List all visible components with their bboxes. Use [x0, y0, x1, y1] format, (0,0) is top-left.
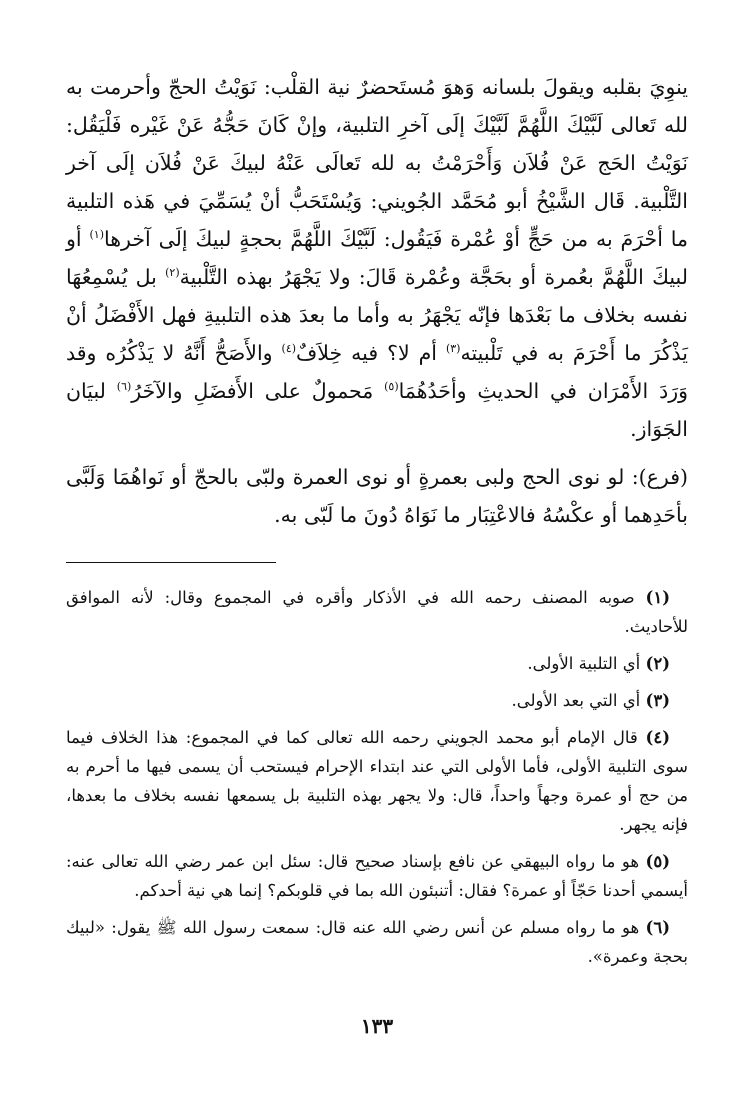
footnote-number: (٢)	[645, 654, 670, 673]
footnotes	[66, 583, 688, 971]
footnote-ref-6[interactable]: (٦)	[116, 380, 132, 394]
paragraph-1-text-e: والأَصَحُّ أَنَّهُ لا يَذْكُرُه وقد وَرَدَ الأَمْرَان في الحديثِ وأحَدُهُمَا	[66, 341, 689, 403]
paragraph-1-text-b: أو لبيكَ اللَّهُمَّ بعُمرة أو بحَجَّة وعُمْرة قَالَ: ولا يَجْهَرُ بهذه التَّلْبية	[66, 227, 688, 289]
book-page	[66, 68, 688, 1088]
footnote-number: (٦)	[645, 918, 670, 937]
paragraph-1-text-d: أم لا؟ فيه خِلاَفٌ	[296, 341, 446, 365]
footnote-number: (١)	[645, 588, 670, 607]
footnote-number: (٤)	[645, 728, 670, 747]
footnote-5	[66, 847, 688, 905]
footnote-6	[66, 913, 688, 971]
footnote-ref-2[interactable]: (٢)	[165, 266, 180, 280]
main-text	[66, 68, 688, 534]
footnote-ref-3[interactable]: (٣)	[445, 342, 461, 356]
footnote-text: هو ما رواه البيهقي عن نافع بإسناد صحيح قال: سئل ابن عمر رضي الله تعالى عنه: أيسمي أحدنا حَجّاً أو عمرة؟ فقال: أتنبئون الله بما في قلوبكم؟ إنما هي نية أحدكم.	[66, 852, 688, 900]
paragraph-2: (فرع): لو نوى الحج ولبى بعمرةٍ أو نوى العمرة ولبّى بالحجّ أو نَواهُمَا وَلَبَّى بأحَدِهما أو عكْسُهُ فالاعْتِبَار ما نَوَاهُ دُونَ ما لَبّى به.	[66, 465, 688, 527]
footnote-text: صوبه المصنف رحمه الله في الأذكار وأقره في المجموع وقال: لأنه الموافق للأحاديث.	[66, 588, 688, 636]
paragraph-1-text-g: لبيَان الجَوَاز.	[66, 379, 688, 441]
footnote-ref-5[interactable]: (٥)	[384, 380, 399, 394]
paragraph-1	[66, 68, 688, 448]
footnote-2	[66, 649, 688, 678]
footnote-3	[66, 686, 688, 715]
footnote-4	[66, 723, 688, 839]
footnote-1	[66, 583, 688, 641]
footnote-text: هو ما رواه مسلم عن أنس رضي الله عنه قال: سمعت رسول الله ﷺ يقول: «لبيك بحجة وعمرة».	[66, 918, 688, 966]
footnote-separator-wrap	[66, 562, 688, 563]
footnote-text: قال الإمام أبو محمد الجويني رحمه الله تعالى كما في المجموع: هذا الخلاف فيما سوى التلبية الأولى، فأما الأولى التي عند ابتداء الإحرام فيستحب أن يسمى فيها ما أحرم به من حج أو عمرة وجهاً واحداً، قال: ولا يجهر بهذه التلبية بل يسمعها نفسه بخلاف ما بعدها، فإنه يجهر.	[66, 728, 688, 834]
footnote-ref-1[interactable]: (١)	[89, 228, 104, 242]
footnote-separator	[66, 562, 276, 563]
paragraph-1-text-a: ينوِيَ بقلبه ويقولَ بلسانه وَهوَ مُستَحضرٌ نية القلْب: نَوَيْتُ الحجّ وأحرمت به لله تَعالى لَبَّيْكَ اللَّهُمَّ لَبَّيْكَ إلَى آخرِ التلبية، وإنْ كَانَ حَجُّهُ عَنْ غَيْره فَلْيَقُل: نَوَيْتُ الحَج عَنْ فُلاَن وَأَحْرَمْتُ به لله تَعالَى عَنْهُ لبيكَ عَنْ فُلاَن إلَى آخر التَّلْبية. قَال الشَّيْخُ أبو مُحَمَّد الجُويني: وَيُسْتَحَبُّ أنْ يُسَمِّيَ في هَذه التلبية ما أحْرَمَ به من حَجٍّ أوْ عُمْرة فَيَقُول: لَبَّيْكَ اللَّهُمَّ بحجةٍ لبيكَ إلَى آخرها	[66, 75, 688, 251]
page-number: ١٣٣	[360, 1014, 394, 1038]
footnote-number: (٣)	[645, 691, 670, 710]
footnote-ref-4[interactable]: (٤)	[281, 342, 297, 356]
paragraph-1-text-f: مَحمولٌ على الأَفضَلِ والآخَرُ	[131, 379, 385, 403]
footnote-number: (٥)	[645, 852, 670, 871]
footnote-text: أي التلبية الأولى.	[527, 654, 641, 673]
paragraph-1-text-c: بل يُسْمِعُهَا نفسه بخلاف ما بَعْدَها فإنّه يَجْهَرُ به وأما ما بعدَ هذه التلبيةِ فهل الأَفْضَلُ أنْ يَذْكُرَ ما أَحْرَمَ به في تَلْبيته	[66, 265, 688, 365]
footnote-text: أي التي بعد الأولى.	[511, 691, 641, 710]
